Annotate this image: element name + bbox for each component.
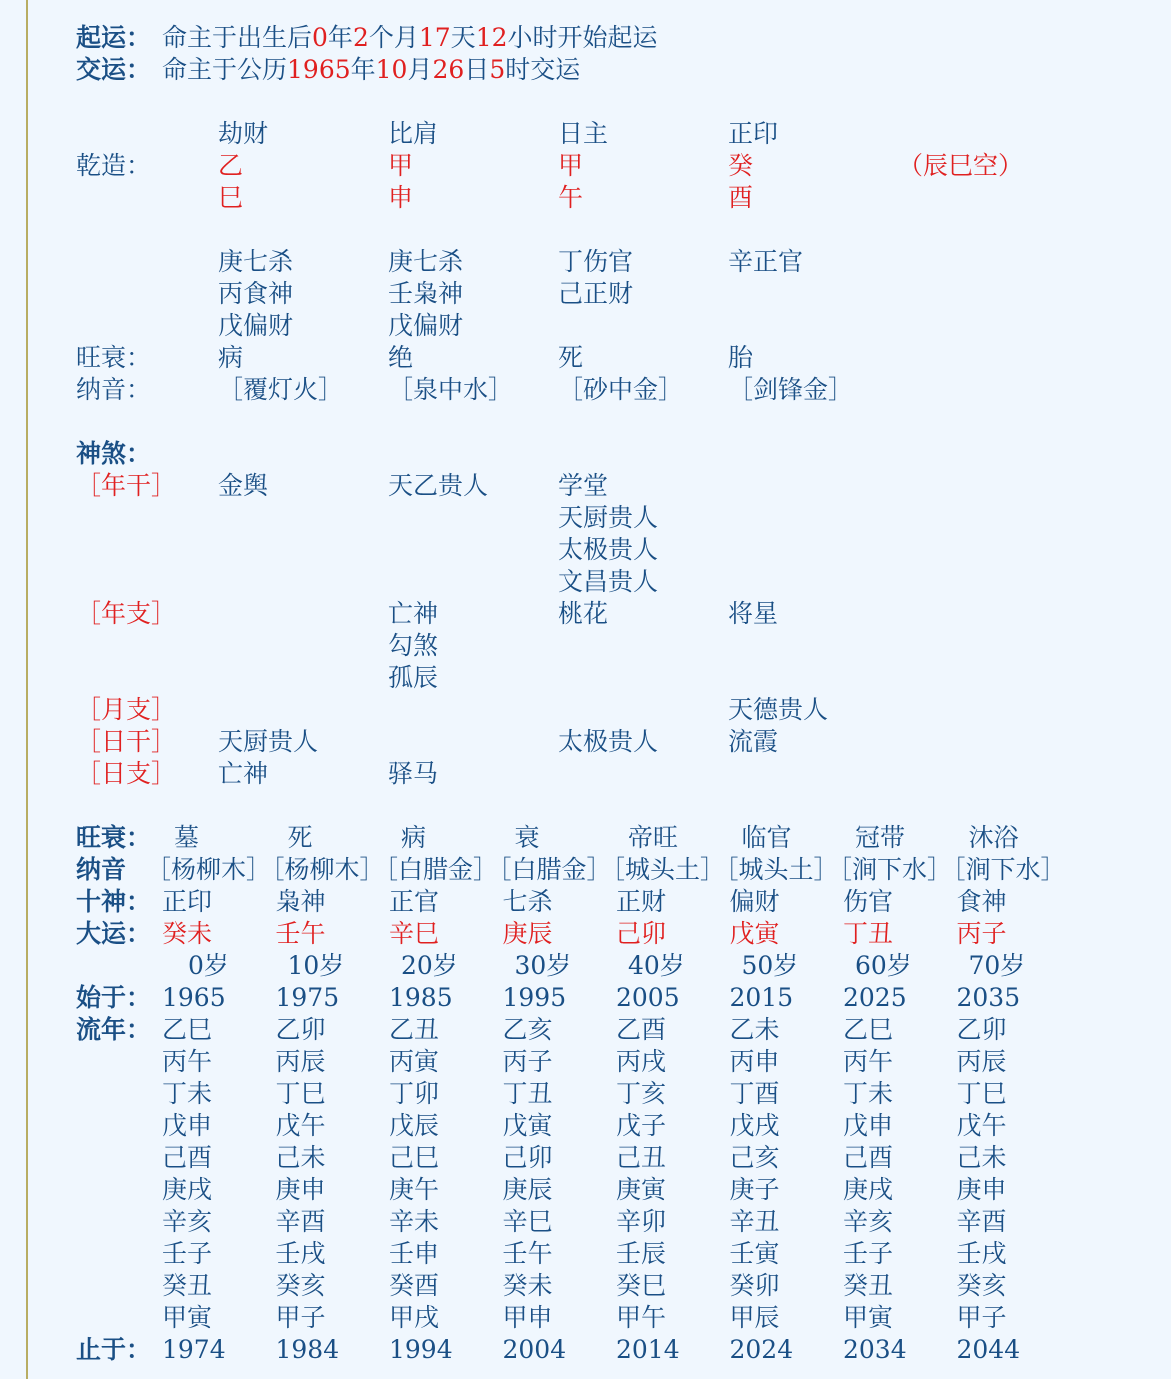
nayin-label: 纳音： <box>76 375 152 404</box>
pillar-gan: 甲 <box>558 151 584 180</box>
dayun-start-year: 2015 <box>729 983 794 1012</box>
liunian-item: 己未 <box>275 1143 326 1172</box>
start-label: 始于： <box>76 983 152 1012</box>
dayun-wangshuai: 衰 <box>514 823 540 852</box>
dayun-nayin: ［白腊金］ <box>373 855 499 884</box>
pillar-wangshuai: 胎 <box>728 343 754 372</box>
dayun-wangshuai: 冠带 <box>855 823 906 852</box>
pillar-canggan: 戊偏财 <box>218 311 294 340</box>
dayun-age: 50岁 <box>741 951 799 980</box>
liunian-item: 壬戌 <box>275 1239 326 1268</box>
dayun-label: 大运： <box>76 919 152 948</box>
liunian-item: 庚戌 <box>843 1175 894 1204</box>
dayun-wangshuai: 死 <box>287 823 313 852</box>
dayun-shishen: 偏财 <box>729 887 780 916</box>
pillar-canggan: 辛正官 <box>728 247 804 276</box>
dayun-nayin: ［涧下水］ <box>940 855 1066 884</box>
liunian-item: 辛丑 <box>729 1207 780 1236</box>
liunian-item: 癸酉 <box>389 1271 440 1300</box>
pillar-shishen: 比肩 <box>388 119 439 148</box>
dayun-shishen: 枭神 <box>275 887 326 916</box>
dayun-shishen: 正财 <box>616 887 667 916</box>
dayun-age: 70岁 <box>968 951 1026 980</box>
dayun-age: 0岁 <box>188 951 229 980</box>
shensha-item: 金舆 <box>218 471 269 500</box>
liunian-item: 丙申 <box>729 1047 780 1076</box>
liunian-item: 己酉 <box>843 1143 894 1172</box>
dayun-nayin: ［城头土］ <box>600 855 726 884</box>
bazi-label: 乾造： <box>76 151 152 180</box>
dayun-age: 30岁 <box>514 951 572 980</box>
dayun-end-year: 1984 <box>275 1335 340 1364</box>
dayun-start-year: 2025 <box>843 983 907 1012</box>
liunian-item: 癸未 <box>502 1271 553 1300</box>
liunian-item: 庚子 <box>729 1175 780 1204</box>
jiaoyun-part: 命主于公历 <box>162 55 288 84</box>
dayun-start-year: 1985 <box>389 983 453 1012</box>
shensha-item: 天乙贵人 <box>388 471 489 500</box>
liunian-item: 丙午 <box>162 1047 213 1076</box>
liunian-item: 乙卯 <box>275 1015 326 1044</box>
qiyun-part: 小时开始起运 <box>507 23 658 52</box>
liunian-item: 乙卯 <box>956 1015 1007 1044</box>
shensha-label: 神煞： <box>76 439 152 468</box>
dayun-shishen: 正官 <box>389 887 440 916</box>
dayun-start-year: 2035 <box>956 983 1021 1012</box>
liunian-item: 甲申 <box>502 1303 553 1332</box>
pillar-wangshuai: 死 <box>558 343 584 372</box>
jiaoyun-text <box>162 54 580 86</box>
pillar-gan: 癸 <box>728 151 754 180</box>
liunian-item: 丁酉 <box>729 1079 780 1108</box>
shensha-item: 天厨贵人 <box>558 503 659 532</box>
liunian-item: 癸丑 <box>843 1271 894 1300</box>
liunian-item: 丙辰 <box>956 1047 1007 1076</box>
liunian-item: 乙巳 <box>162 1015 213 1044</box>
dayun-end-year: 1994 <box>389 1335 453 1364</box>
liunian-item: 丙子 <box>502 1047 553 1076</box>
qiyun-text <box>162 22 658 54</box>
shensha-row-label: ［月支］ <box>76 695 177 724</box>
dayun-wangshuai: 墓 <box>174 823 200 852</box>
liunian-item: 甲寅 <box>843 1303 894 1332</box>
dayun-ganzhi: 丙子 <box>956 919 1007 948</box>
pillar-nayin: ［砂中金］ <box>558 375 684 404</box>
liunian-item: 癸亥 <box>956 1271 1007 1300</box>
liunian-item: 辛巳 <box>502 1207 553 1236</box>
liunian-item: 丁未 <box>843 1079 894 1108</box>
jiaoyun-part: 年 <box>350 55 376 84</box>
dayun-start-year: 2005 <box>616 983 680 1012</box>
pillar-canggan: 丁伤官 <box>558 247 634 276</box>
shensha-item: 学堂 <box>558 471 609 500</box>
liunian-item: 甲子 <box>275 1303 326 1332</box>
liunian-item: 戊寅 <box>502 1111 553 1140</box>
dayun-shishen: 伤官 <box>843 887 894 916</box>
liunian-item: 壬午 <box>502 1239 553 1268</box>
liunian-item: 乙亥 <box>502 1015 553 1044</box>
shensha-item: 太极贵人 <box>558 535 659 564</box>
shensha-item: 太极贵人 <box>558 727 659 756</box>
pillar-shishen: 劫财 <box>218 119 269 148</box>
dayun-nayin: ［涧下水］ <box>827 855 953 884</box>
pillar-nayin: ［覆灯火］ <box>218 375 344 404</box>
dayun-nayin: ［白腊金］ <box>486 855 612 884</box>
liunian-item: 戊申 <box>162 1111 213 1140</box>
dayun-end-year: 2024 <box>729 1335 794 1364</box>
dayun-shishen: 七杀 <box>502 887 553 916</box>
shensha-item: 将星 <box>728 599 779 628</box>
liunian-item: 戊午 <box>275 1111 326 1140</box>
liunian-item: 己酉 <box>162 1143 213 1172</box>
liunian-item: 丙戌 <box>616 1047 667 1076</box>
liunian-item: 甲午 <box>616 1303 667 1332</box>
liunian-item: 乙巳 <box>843 1015 894 1044</box>
dayun-nayin: ［杨柳木］ <box>146 855 272 884</box>
pillar-gan: 乙 <box>218 151 244 180</box>
end-label: 止于： <box>76 1335 152 1364</box>
liunian-item: 壬戌 <box>956 1239 1007 1268</box>
left-border <box>26 0 28 1379</box>
liunian-item: 己卯 <box>502 1143 553 1172</box>
liunian-item: 丙寅 <box>389 1047 440 1076</box>
jiaoyun-part: 10 <box>375 55 408 84</box>
liunian-item: 己未 <box>956 1143 1007 1172</box>
liunian-item: 丙午 <box>843 1047 894 1076</box>
dayun-ganzhi: 戊寅 <box>729 919 780 948</box>
dayun-start-year: 1975 <box>275 983 340 1012</box>
pillar-canggan: 戊偏财 <box>388 311 464 340</box>
qiyun-part: 年 <box>327 23 353 52</box>
qiyun-label: 起运： <box>76 23 152 52</box>
liunian-item: 己亥 <box>729 1143 780 1172</box>
jiaoyun-part: 月 <box>407 55 433 84</box>
liunian-item: 辛卯 <box>616 1207 667 1236</box>
dayun-end-year: 1974 <box>162 1335 226 1364</box>
pillar-zhi: 申 <box>388 183 414 212</box>
liunian-item: 丁亥 <box>616 1079 667 1108</box>
dayun-wangshuai: 病 <box>401 823 427 852</box>
dayun-wangshuai-label: 旺衰： <box>76 823 152 852</box>
dayun-ganzhi: 丁丑 <box>843 919 894 948</box>
pillar-wangshuai: 病 <box>218 343 244 372</box>
pillar-shishen: 日主 <box>558 119 609 148</box>
shensha-item: 孤辰 <box>388 663 439 692</box>
pillar-zhi: 午 <box>558 183 584 212</box>
liunian-item: 庚申 <box>956 1175 1007 1204</box>
liunian-item: 甲辰 <box>729 1303 780 1332</box>
liunian-item: 戊午 <box>956 1111 1007 1140</box>
qiyun-part: 天 <box>450 23 476 52</box>
liunian-item: 辛亥 <box>162 1207 213 1236</box>
dayun-end-year: 2014 <box>616 1335 680 1364</box>
liunian-item: 庚申 <box>275 1175 326 1204</box>
pillar-canggan: 丙食神 <box>218 279 294 308</box>
liunian-label: 流年： <box>76 1015 152 1044</box>
liunian-item: 丁卯 <box>389 1079 440 1108</box>
jiaoyun-part: 5 <box>489 55 506 84</box>
liunian-item: 乙丑 <box>389 1015 440 1044</box>
pillar-nayin: ［剑锋金］ <box>728 375 854 404</box>
shensha-item: 驿马 <box>388 759 439 788</box>
pillar-canggan: 己正财 <box>558 279 634 308</box>
dayun-wangshuai: 临官 <box>741 823 792 852</box>
qiyun-part: 2 <box>352 23 369 52</box>
dayun-shishen: 正印 <box>162 887 213 916</box>
shensha-item: 桃花 <box>558 599 609 628</box>
dayun-age: 20岁 <box>401 951 458 980</box>
pillar-canggan: 庚七杀 <box>388 247 464 276</box>
wangshuai-label: 旺衰： <box>76 343 152 372</box>
pillar-wangshuai: 绝 <box>388 343 414 372</box>
jiaoyun-label: 交运： <box>76 55 152 84</box>
liunian-item: 壬辰 <box>616 1239 667 1268</box>
dayun-end-year: 2044 <box>956 1335 1021 1364</box>
shensha-item: 文昌贵人 <box>558 567 659 596</box>
liunian-item: 乙未 <box>729 1015 780 1044</box>
liunian-item: 庚午 <box>389 1175 440 1204</box>
qiyun-part: 12 <box>475 23 508 52</box>
liunian-item: 癸卯 <box>729 1271 780 1300</box>
liunian-item: 辛未 <box>389 1207 440 1236</box>
liunian-item: 癸巳 <box>616 1271 667 1300</box>
pillar-gan: 甲 <box>388 151 414 180</box>
dayun-nayin-label: 纳音 <box>76 855 127 884</box>
shensha-item: 勾煞 <box>388 631 439 660</box>
liunian-item: 戊子 <box>616 1111 667 1140</box>
liunian-item: 丁巳 <box>275 1079 326 1108</box>
dayun-nayin: ［城头土］ <box>713 855 839 884</box>
dayun-age: 60岁 <box>855 951 912 980</box>
liunian-item: 辛酉 <box>956 1207 1007 1236</box>
liunian-item: 乙酉 <box>616 1015 667 1044</box>
shensha-row-label: ［日支］ <box>76 759 177 788</box>
liunian-item: 壬寅 <box>729 1239 780 1268</box>
liunian-item: 戊辰 <box>389 1111 440 1140</box>
dayun-end-year: 2034 <box>843 1335 907 1364</box>
dayun-end-year: 2004 <box>502 1335 567 1364</box>
pillar-shishen: 正印 <box>728 119 779 148</box>
pillar-canggan: 壬枭神 <box>388 279 464 308</box>
liunian-item: 戊戌 <box>729 1111 780 1140</box>
dayun-wangshuai: 帝旺 <box>628 823 679 852</box>
liunian-item: 丁巳 <box>956 1079 1007 1108</box>
dayun-ganzhi: 癸未 <box>162 919 213 948</box>
jiaoyun-part: 1965 <box>287 55 351 84</box>
liunian-item: 癸亥 <box>275 1271 326 1300</box>
pillar-canggan: 庚七杀 <box>218 247 294 276</box>
jiaoyun-part: 日 <box>464 55 490 84</box>
qiyun-part: 个月 <box>368 23 419 52</box>
shensha-row-label: ［日干］ <box>76 727 177 756</box>
qiyun-part: 命主于出生后 <box>162 23 313 52</box>
qiyun-part: 17 <box>418 23 451 52</box>
liunian-item: 甲戌 <box>389 1303 440 1332</box>
liunian-item: 丁未 <box>162 1079 213 1108</box>
dayun-shishen-label: 十神： <box>76 887 152 916</box>
dayun-ganzhi: 庚辰 <box>502 919 553 948</box>
liunian-item: 壬申 <box>389 1239 440 1268</box>
shensha-row-label: ［年干］ <box>76 471 177 500</box>
dayun-age: 10岁 <box>287 951 345 980</box>
liunian-item: 辛亥 <box>843 1207 894 1236</box>
jiaoyun-part: 时交运 <box>505 55 581 84</box>
liunian-item: 壬子 <box>843 1239 894 1268</box>
pillar-zhi: 酉 <box>728 183 754 212</box>
shensha-item: 天厨贵人 <box>218 727 319 756</box>
dayun-nayin: ［杨柳木］ <box>259 855 385 884</box>
liunian-item: 庚辰 <box>502 1175 553 1204</box>
liunian-item: 己巳 <box>389 1143 440 1172</box>
dayun-age: 40岁 <box>628 951 685 980</box>
shensha-row-label: ［年支］ <box>76 599 177 628</box>
shensha-item: 亡神 <box>388 599 439 628</box>
liunian-item: 庚戌 <box>162 1175 213 1204</box>
pillar-zhi: 巳 <box>218 183 244 212</box>
liunian-item: 甲子 <box>956 1303 1007 1332</box>
shensha-item: 流霞 <box>728 727 779 756</box>
liunian-item: 己丑 <box>616 1143 667 1172</box>
liunian-item: 癸丑 <box>162 1271 213 1300</box>
dayun-wangshuai: 沐浴 <box>968 823 1019 852</box>
dayun-ganzhi: 壬午 <box>275 919 326 948</box>
liunian-item: 壬子 <box>162 1239 213 1268</box>
jiaoyun-part: 26 <box>432 55 465 84</box>
dayun-ganzhi: 己卯 <box>616 919 667 948</box>
liunian-item: 甲寅 <box>162 1303 213 1332</box>
shensha-item: 亡神 <box>218 759 269 788</box>
dayun-start-year: 1995 <box>502 983 567 1012</box>
qiyun-part: 0 <box>312 23 328 52</box>
shensha-item: 天德贵人 <box>728 695 829 724</box>
liunian-item: 庚寅 <box>616 1175 667 1204</box>
liunian-item: 丙辰 <box>275 1047 326 1076</box>
pillar-nayin: ［泉中水］ <box>388 375 514 404</box>
liunian-item: 辛酉 <box>275 1207 326 1236</box>
liunian-item: 戊申 <box>843 1111 894 1140</box>
kong-text: （辰巳空） <box>898 151 1024 180</box>
liunian-item: 丁丑 <box>502 1079 553 1108</box>
dayun-shishen: 食神 <box>956 887 1007 916</box>
dayun-ganzhi: 辛巳 <box>389 919 440 948</box>
dayun-start-year: 1965 <box>162 983 226 1012</box>
